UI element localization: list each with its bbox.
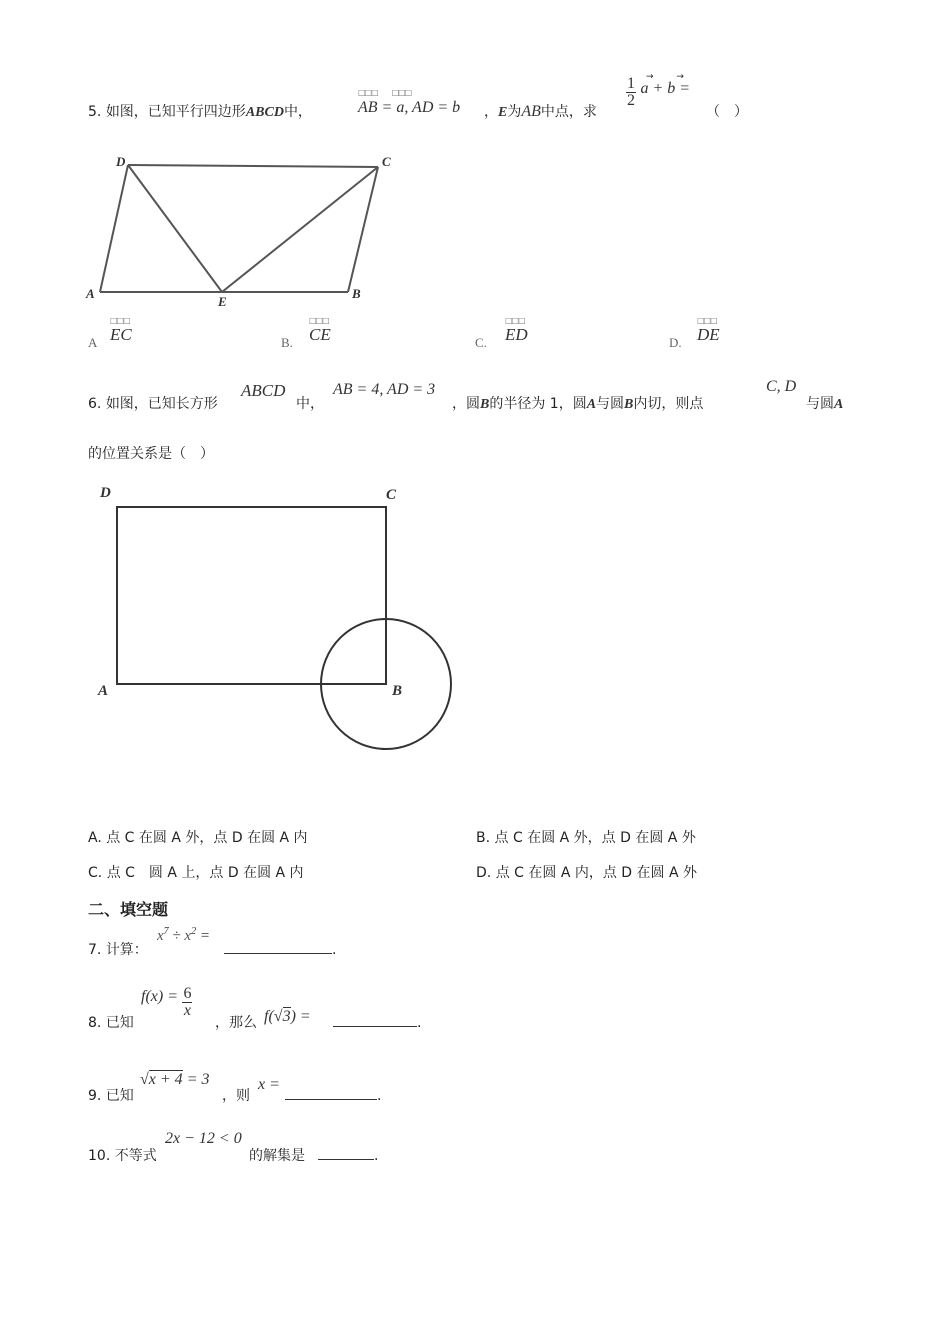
q9-eq: = 3 [186, 1071, 210, 1088]
q6-rectangle [117, 507, 386, 684]
q6-option-d-text: 点 C 在圆 A 内，点 D 在圆 A 外 [495, 865, 697, 881]
q6-number: 6. [88, 396, 102, 412]
q6-option-d-key: D. [476, 865, 492, 881]
q5-paren: （ ） [706, 104, 748, 120]
q8-text: 已知 [105, 1015, 134, 1031]
q6-text-mid: 中， [296, 396, 324, 412]
q8-number: 8. [88, 1015, 102, 1031]
q10-text: 不等式 [114, 1148, 157, 1164]
q5-label-c: C [382, 154, 391, 169]
q5-segment-de [128, 165, 222, 292]
q6-option-b-text: 点 C 在圆 A 外，点 D 在圆 A 外 [494, 830, 696, 846]
q6-option-d[interactable] [476, 862, 697, 882]
q6-shape: ABCD [241, 381, 286, 400]
q5-label-e: E [218, 294, 227, 309]
q7-base1: x [157, 928, 164, 944]
q7-answer[interactable] [224, 939, 336, 958]
q5-text-pre: 如图，已知平行四边形 [105, 104, 246, 120]
q5-option-c-boxes: □□□ [505, 316, 525, 325]
q6-stem [88, 393, 218, 413]
q9-sqrt-sign: √ [140, 1071, 149, 1088]
q9-number: 9. [88, 1088, 102, 1104]
q6-option-c-key: C. [88, 865, 103, 881]
q5-text-mid2: 中点，求 [540, 104, 597, 120]
q5-option-a-boxes: □□□ [110, 316, 130, 325]
q6-option-c-text: 点 C 圆 A 上，点 D 在圆 A 内 [106, 865, 304, 881]
q8-text2: ，那么 [215, 1015, 257, 1031]
q5-side-cb [348, 167, 378, 292]
q5-shape: ABCD [245, 105, 284, 120]
q8-fsqrt-post: ) = [290, 1008, 311, 1025]
q5-segment: AB [521, 103, 541, 120]
q5-frac-den: 2 [627, 92, 635, 109]
q6-option-a[interactable] [88, 827, 308, 847]
q10-number: 10. [88, 1148, 111, 1164]
q8-fx: f(x) = [141, 987, 178, 1005]
q6-circle-b2: B [624, 397, 634, 412]
q5-label-b: B [352, 286, 361, 301]
q5-vector-boxes: □□□ □□□ [358, 88, 412, 97]
q6-points: C, D [766, 378, 797, 395]
q8-end: . [417, 1015, 422, 1031]
q6-text-pre: 如图，已知长方形 [105, 396, 218, 412]
q7-blank[interactable] [224, 939, 332, 954]
q5-option-b-vector: CE [309, 325, 331, 344]
q7-text: 计算： [105, 942, 148, 958]
q7-stem [88, 939, 148, 959]
q5-vector-arrows: → → [646, 72, 684, 82]
q8-frac-num: 6 [183, 985, 192, 1002]
q5-stem [88, 101, 312, 121]
q5-text-mid: 中， [283, 104, 312, 120]
q5-label-a: A [86, 286, 95, 301]
q6-option-b-key: B. [476, 830, 491, 846]
q5-comma: ， [484, 104, 498, 120]
q5-option-a-vector: EC [110, 325, 132, 344]
q5-option-d-key: D. [669, 335, 682, 350]
q6-stem-2 [452, 393, 703, 413]
q5-option-d-boxes: □□□ [697, 316, 717, 325]
q8-stem [88, 1012, 134, 1032]
q5-frac-num: 1 [627, 75, 635, 92]
q6-text-radius: 的半径为 1，圆 [489, 396, 587, 412]
q6-text-tangent: 内切，则点 [633, 396, 704, 412]
q10-blank[interactable] [318, 1145, 374, 1160]
q8-answer[interactable] [333, 1012, 421, 1031]
q5-side-da [100, 165, 128, 292]
q9-end: . [377, 1088, 382, 1104]
q8-value-expr [264, 1008, 311, 1026]
q8-fsqrt-pre: f( [264, 1008, 274, 1025]
q5-expression [626, 72, 691, 109]
q9-blank[interactable] [285, 1085, 377, 1100]
q5-side-dc [128, 165, 378, 167]
q10-answer[interactable] [318, 1145, 378, 1164]
q5-label-d: D [116, 154, 126, 169]
q7-op: ÷ [172, 928, 181, 944]
q5-number: 5. [88, 104, 102, 120]
q8-sqrt-arg: 3 [282, 1008, 291, 1025]
q7-end: . [332, 942, 337, 958]
q10-text2: 的解集是 [249, 1148, 305, 1164]
q5-stem-2 [484, 101, 597, 121]
q6-circle-a2: A [834, 397, 844, 412]
q5-fraction [626, 76, 636, 109]
q6-label-d: D [100, 485, 111, 501]
q8-sqrt-sign: √ [273, 1008, 283, 1025]
q8-fraction [182, 986, 192, 1019]
q5-expr: a + b = [640, 79, 691, 97]
q7-number: 7. [88, 942, 102, 958]
q6-line2: 的位置关系是（ ） [88, 446, 214, 462]
q10-end: . [374, 1148, 379, 1164]
q6-text-and: 与圆 [596, 396, 625, 412]
q5-option-a-key: A [88, 335, 98, 350]
section-heading: 二、填空题 [88, 900, 169, 919]
q7-expression [157, 926, 210, 945]
q6-circle-b: B [480, 397, 490, 412]
q5-segment-ce [222, 167, 378, 292]
q6-label-a: A [98, 683, 109, 699]
q6-label-c: C [386, 487, 397, 503]
q9-stem [88, 1085, 134, 1105]
q7-exp1: 7 [163, 926, 169, 937]
q10-inequality: 2x − 12 < 0 [165, 1130, 242, 1147]
q6-option-c[interactable] [88, 862, 304, 882]
q6-stem-3 [806, 393, 843, 413]
q6-label-b: B [392, 683, 403, 699]
q9-x-eq: x = [258, 1076, 280, 1093]
q7-eq: = [199, 928, 210, 944]
q5-option-c-vector: ED [505, 325, 528, 344]
q10-stem [88, 1145, 157, 1165]
q6-circle-a: A [586, 397, 597, 412]
q5-option-c-key: C. [475, 335, 487, 350]
q6-rectangle-figure [90, 480, 470, 755]
q6-option-b[interactable] [476, 827, 696, 847]
q8-function [141, 986, 192, 1019]
q6-text-mid2: ，圆 [452, 396, 480, 412]
q6-option-a-key: A. [88, 830, 102, 846]
q8-blank[interactable] [333, 1012, 417, 1027]
q9-answer[interactable] [285, 1085, 381, 1104]
q9-text2: ，则 [222, 1088, 250, 1104]
q5-option-b-boxes: □□□ [309, 316, 329, 325]
q5-parallelogram-figure [80, 150, 400, 315]
q9-sqrt-arg: x + 4 [148, 1071, 183, 1088]
q9-text: 已知 [105, 1088, 134, 1104]
q5-option-d-vector: DE [697, 325, 720, 344]
q8-frac-den: x [183, 1002, 191, 1019]
q7-exp2: 2 [191, 926, 197, 937]
q5-text-is: 为 [507, 104, 522, 120]
q5-condition: AB = a, AD = b [358, 99, 461, 116]
q9-equation [140, 1071, 209, 1089]
q6-condition: AB = 4, AD = 3 [333, 381, 436, 398]
q7-base2: x [184, 928, 192, 944]
q6-text-with: 与圆 [806, 396, 834, 412]
q5-point-e: E [498, 105, 508, 120]
q6-option-a-text: 点 C 在圆 A 外，点 D 在圆 A 内 [106, 830, 308, 846]
q5-option-b-key: B. [281, 335, 293, 350]
